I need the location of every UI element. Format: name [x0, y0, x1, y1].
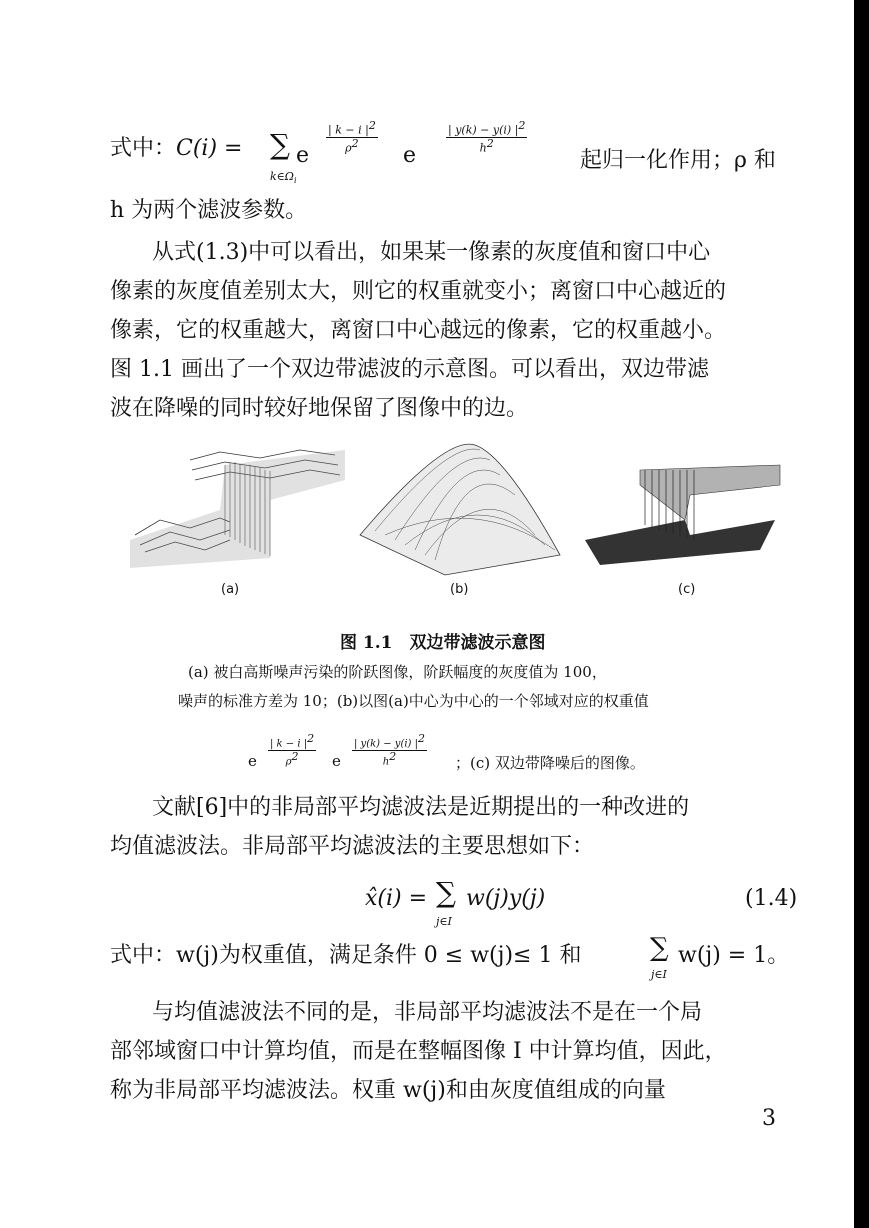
figure-label-b: (b) [450, 582, 469, 597]
description-summation-subscript: j∈I [651, 968, 667, 981]
formula-2-summation: ∑ [436, 876, 456, 909]
figure-caption-line-1: (a) 被白高斯噪声污染的阶跃图像，阶跃幅度的灰度值为 100， [188, 663, 607, 681]
caption-exponent-1: $\frac{| k - i |^2}{\rho^2}$ [270, 732, 315, 768]
summation-symbol: ∑ [270, 128, 290, 161]
paragraph-2-line-5: 波在降噪的同时较好地保留了图像中的边。 [110, 396, 529, 421]
exponent-2 [446, 120, 527, 154]
paragraph-2-line-1: 从式(1.3)中可以看出，如果某一像素的灰度值和窗口中心 [152, 240, 711, 265]
formula-lhs: C(i) = [176, 136, 243, 161]
figure-label-c: (c) [678, 582, 696, 597]
caption-exp-base-2: e [332, 752, 341, 770]
paragraph-2-line-3: 像素，它的权重越大，离窗口中心越远的像素，它的权重越小。 [110, 318, 727, 343]
paragraph-4-line-3: 称为非局部平均滤波法。权重 w(j)和由灰度值组成的向量 [110, 1078, 666, 1103]
exponent-1 [326, 120, 378, 154]
paragraph-1-line-2: h 为两个滤波参数。 [110, 198, 308, 223]
paragraph-4-line-1: 与均值滤波法不同的是，非局部平均滤波法不是在一个局 [152, 1000, 703, 1025]
paragraph-2-line-2: 像素的灰度值差别太大，则它的权重就变小；离窗口中心越近的 [110, 279, 727, 304]
formula-2-summation-subscript: j∈I [436, 915, 452, 928]
exponent-1-denominator: $\rho^2$ [345, 136, 359, 155]
figure-caption-line-2: 噪声的标准方差为 10；(b)以图(a)中心为中心的一个邻域对应的权重值 [178, 692, 649, 710]
formula-2-rhs: w(j)y(j) [466, 886, 546, 911]
formula-2-description: 式中：w(j)为权重值，满足条件 0 ≤ w(j)≤ 1 和 [110, 943, 582, 968]
formula-suffix: 起归一化作用；ρ 和 [580, 148, 776, 173]
figure-panel-c-denoised-step [580, 440, 785, 570]
caption-exp-base-1: e [248, 752, 257, 770]
figure-panel-b-gaussian-weight [355, 435, 565, 580]
summation-subscript: $k\in\Omega_i$ [270, 170, 297, 186]
formula-2-description-tail: w(j) = 1。 [678, 943, 790, 968]
figure-caption-title: 图 1.1 双边带滤波示意图 [340, 633, 546, 653]
page-number: 3 [762, 1106, 776, 1131]
figure-label-a: (a) [221, 582, 240, 597]
formula-2-lhs: x̂(i) = [365, 886, 428, 911]
paragraph-2-line-4: 图 1.1 画出了一个双边带滤波的示意图。可以看出，双边带滤 [110, 357, 709, 382]
description-summation: ∑ [650, 933, 669, 963]
paragraph-3-line-1: 文献[6]中的非局部平均滤波法是近期提出的一种改进的 [152, 795, 690, 820]
equation-number: (1.4) [745, 886, 798, 911]
paragraph-3-line-2: 均值滤波法。非局部平均滤波法的主要思想如下： [110, 834, 595, 859]
formula-1-line [110, 134, 242, 164]
paragraph-4-line-2: 部邻域窗口中计算均值，而是在整幅图像 I 中计算均值，因此， [110, 1039, 727, 1064]
exponent-2-numerator: | y(k) − y(i) $|^2$ [448, 119, 526, 137]
figure-caption-tail: ；(c) 双边带降噪后的图像。 [455, 754, 645, 772]
scan-edge-bar [854, 0, 869, 1228]
caption-exponent-2: $\frac{| y(k) - y(i) |^2}{h^2}$ [354, 732, 425, 768]
figure-panel-a-noisy-step [130, 440, 350, 575]
exp-base-1: e [296, 143, 310, 168]
exponent-1-numerator: | k − i $|^2$ [328, 119, 376, 137]
exponent-2-denominator: $h^2$ [479, 136, 494, 155]
formula-prefix: 式中： [110, 136, 177, 161]
exp-base-2: e [403, 143, 417, 168]
